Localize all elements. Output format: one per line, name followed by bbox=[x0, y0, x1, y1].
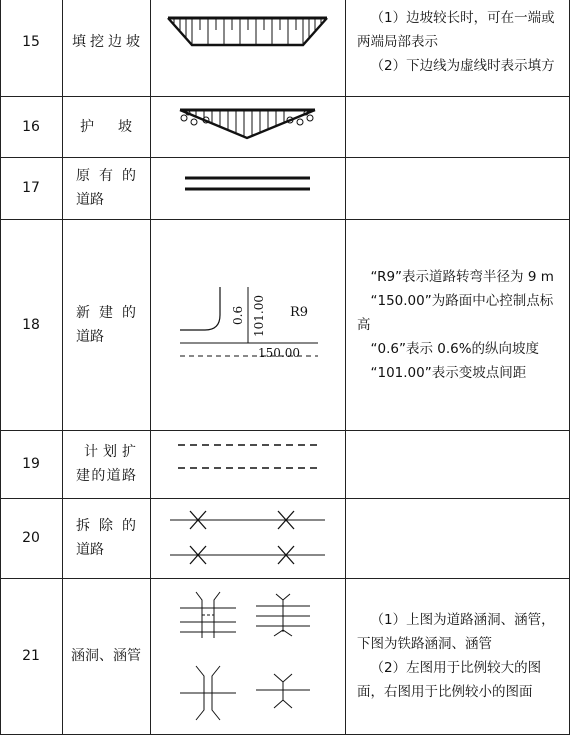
row-number: 20 bbox=[22, 530, 40, 546]
symbol-figure-revetment bbox=[150, 96, 345, 157]
symbol-description bbox=[345, 430, 570, 498]
symbol-description: （1）边坡较长时，可在一端或两端局部表示 （2）下边线为虚线时表示填方 bbox=[357, 10, 555, 74]
row-number: 19 bbox=[22, 456, 40, 472]
symbol-figure-cut-fill-slope bbox=[150, 0, 345, 96]
symbol-figure-culvert bbox=[150, 578, 345, 734]
symbol-description bbox=[345, 96, 570, 157]
symbol-name: 计划扩 建的道路 bbox=[76, 444, 136, 484]
row-number: 16 bbox=[22, 118, 40, 135]
figure-label-radius: R9 bbox=[290, 305, 309, 320]
symbol-name: 原有的 道路 bbox=[76, 168, 136, 208]
table-row bbox=[0, 0, 570, 96]
symbol-figure-new-road bbox=[150, 219, 345, 430]
symbol-description: “R9”表示道路转弯半径为 9 m “150.00”为路面中心控制点标高 “0.6”表示 0.6%的纵向坡度 “101.00”表示变坡点间距 bbox=[357, 268, 554, 381]
figure-label-distance: 101.00 bbox=[252, 295, 266, 337]
symbol-description: （1）上图为道路涵洞、涵管，下图为铁路涵洞、涵管 （2）左图用于比例较大的图面，右图用于比例较小的图面 bbox=[357, 612, 555, 700]
symbol-name: 填挖边坡 bbox=[72, 34, 140, 50]
row-number: 15 bbox=[22, 34, 40, 50]
symbol-name: 新建的 道路 bbox=[76, 304, 136, 345]
symbol-figure-existing-road bbox=[150, 157, 345, 219]
symbol-description bbox=[345, 157, 570, 219]
row-number: 17 bbox=[22, 180, 40, 196]
symbol-name: 涵洞、涵管 bbox=[71, 648, 141, 664]
figure-label-slope: 0.6 bbox=[231, 305, 245, 325]
symbol-name: 拆除的 道路 bbox=[76, 518, 136, 558]
table-row bbox=[0, 498, 570, 578]
symbol-figure-demolished-road bbox=[150, 498, 345, 578]
table-row bbox=[0, 157, 570, 219]
table-row bbox=[0, 430, 570, 498]
symbol-name: 护 坡 bbox=[80, 118, 132, 135]
row-number: 21 bbox=[22, 648, 40, 664]
table-row bbox=[0, 578, 570, 734]
symbol-figure-planned-expansion-road bbox=[150, 430, 345, 498]
symbol-description bbox=[345, 498, 570, 578]
table-row bbox=[0, 96, 570, 157]
table-row bbox=[0, 219, 570, 430]
figure-label-elevation: 150.00 bbox=[258, 346, 300, 360]
row-number: 18 bbox=[22, 316, 40, 333]
